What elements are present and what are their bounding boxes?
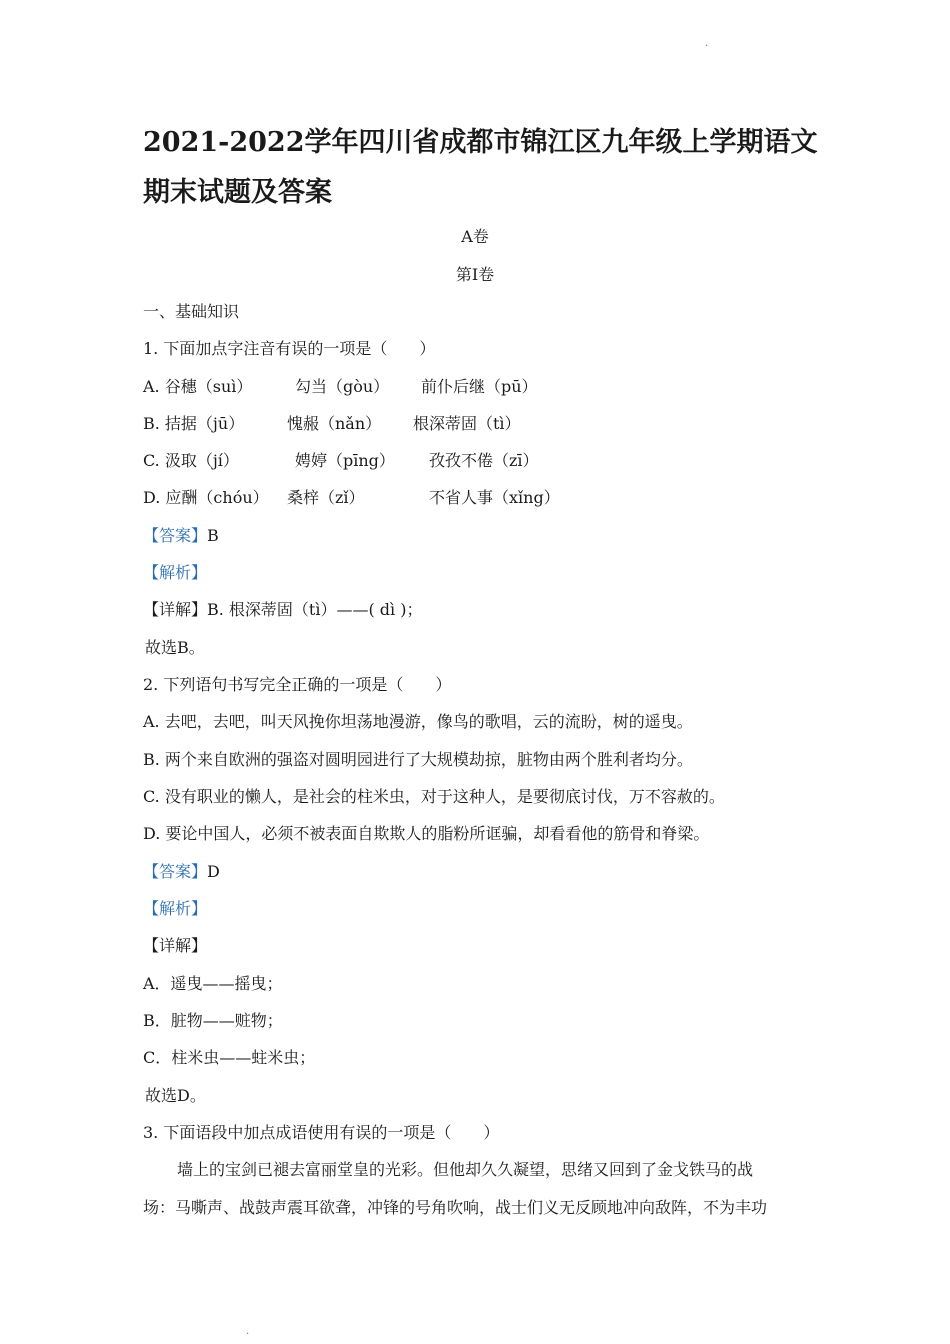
- q1-analysis-tag: 【解析】: [143, 563, 208, 582]
- section-heading: 一、基础知识: [143, 302, 240, 321]
- q3-stem: 3. 下面语段中加点成语使用有误的一项是（ ）: [143, 1123, 500, 1142]
- q1-answer-tag: 【答案】: [143, 526, 208, 545]
- q2-conclusion: 故选D。: [145, 1086, 206, 1105]
- q1-option-b-1: B. 拮据（jū）: [143, 414, 245, 433]
- part-1-heading: 第Ⅰ卷: [455, 265, 495, 284]
- q2-option-d: D. 要论中国人，必须不被表面自欺欺人的脂粉所诓骗，却看看他的筋骨和脊梁。: [143, 824, 710, 843]
- q2-detail-c: C．柱米虫——蛀米虫；: [143, 1048, 316, 1067]
- q2-option-a: A. 去吧，去吧，叫天风挽你坦荡地漫游，像鸟的歌唱，云的流盼，树的遥曳。: [143, 712, 693, 731]
- q1-option-c-1: C. 汲取（jí）: [143, 451, 239, 470]
- top-mark: .: [705, 38, 709, 49]
- q1-option-b-3: 根深蒂固（tì）: [413, 414, 521, 433]
- q1-option-a-3: 前仆后继（pū）: [421, 377, 538, 396]
- q2-option-c: C. 没有职业的懒人，是社会的柱米虫，对于这种人，是要彻底讨伐，万不容赦的。: [143, 787, 725, 806]
- q1-option-c-3: 孜孜不倦（zī）: [429, 451, 539, 470]
- q1-option-c: [143, 448, 539, 471]
- bottom-mark: .: [246, 1326, 250, 1337]
- q2-analysis-tag: 【解析】: [143, 899, 208, 918]
- q2-option-b: B. 两个来自欧洲的强盗对圆明园进行了大规模劫掠，脏物由两个胜利者均分。: [143, 750, 693, 769]
- q3-passage-line-1: 墙上的宝剑已褪去富丽堂皇的光彩。但他却久久凝望，思绪又回到了金戈铁马的战: [177, 1160, 754, 1179]
- q2-detail-a: A．遥曳——摇曳；: [143, 974, 283, 993]
- q2-answer: [143, 859, 220, 882]
- q1-stem: 1. 下面加点字注音有误的一项是（ ）: [143, 339, 436, 358]
- q1-option-a-2: 勾当（gòu）: [295, 377, 390, 396]
- q1-option-a: [143, 374, 538, 397]
- q1-answer: [143, 523, 219, 546]
- q1-conclusion: 故选B。: [145, 638, 205, 657]
- q1-option-c-2: 娉婷（pīng）: [295, 451, 395, 470]
- q1-option-d: [143, 485, 560, 508]
- q1-option-d-2: 桑梓（zǐ）: [287, 488, 365, 507]
- q2-detail-tag: 【详解】: [143, 936, 208, 955]
- q1-option-d-3: 不省人事（xǐng）: [429, 488, 560, 507]
- q2-answer-tag: 【答案】: [143, 862, 208, 881]
- volume-a-heading: A卷: [461, 227, 489, 246]
- q1-option-b-2: 愧赧（nǎn）: [287, 414, 382, 433]
- q1-detail: 【详解】B. 根深蒂固（tì）——( dì )；: [143, 600, 423, 619]
- q1-option-d-1: D. 应酬（chóu）: [143, 488, 269, 507]
- q2-stem: 2. 下列语句书写完全正确的一项是（ ）: [143, 675, 452, 694]
- q1-answer-value: B: [207, 526, 219, 545]
- q1-option-a-1: A. 谷穗（suì）: [143, 377, 253, 396]
- q1-option-b: [143, 411, 521, 434]
- q2-detail-b: B．脏物——赃物；: [143, 1011, 283, 1030]
- q3-passage-line-2: 场：马嘶声、战鼓声震耳欲聋，冲锋的号角吹响，战士们义无反顾地冲向敌阵，不为丰功: [143, 1198, 768, 1217]
- page-title: 2021-2022学年四川省成都市锦江区九年级上学期语文期末试题及答案: [143, 127, 818, 208]
- q2-answer-value: D: [207, 862, 220, 881]
